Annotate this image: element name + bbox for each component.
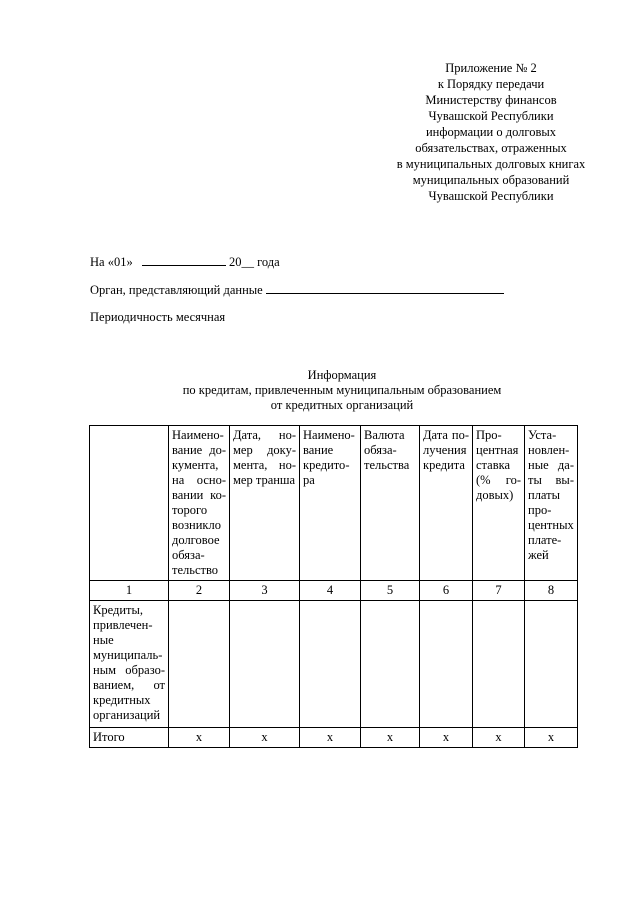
header-cell: Установленные даты выплаты процентных платежей [525, 426, 578, 581]
column-number: 7 [473, 581, 525, 601]
credits-row [90, 601, 578, 728]
total-cell: x [169, 728, 230, 748]
data-cell[interactable] [300, 601, 361, 728]
column-number: 2 [169, 581, 230, 601]
header-row [90, 426, 578, 581]
organ-blank[interactable] [266, 282, 504, 294]
column-number: 5 [361, 581, 420, 601]
column-number: 1 [90, 581, 169, 601]
document-title [120, 368, 564, 413]
data-cell[interactable] [361, 601, 420, 728]
total-cell: x [525, 728, 578, 748]
column-number: 3 [230, 581, 300, 601]
column-number-row [90, 581, 578, 601]
appendix-line: в муниципальных долговых книгах [396, 157, 586, 171]
appendix-line: к Порядку передачи [437, 77, 545, 91]
total-cell: x [361, 728, 420, 748]
date-blank[interactable] [142, 254, 226, 266]
column-number: 6 [420, 581, 473, 601]
appendix-line: Приложение № 2 [445, 61, 537, 75]
header-cell: Валюта обязательства [361, 426, 420, 581]
header-cell: Дата получения кредита [420, 426, 473, 581]
appendix-line: обязательствах, отраженных [415, 141, 567, 155]
total-label: Итого [90, 728, 169, 748]
date-line [90, 254, 280, 270]
title-line: Информация [307, 368, 377, 382]
total-cell: x [230, 728, 300, 748]
total-cell: x [420, 728, 473, 748]
row-label: Кредиты, привлеченные муниципальным образованием, от кредитных организаций [90, 601, 169, 728]
periodicity: Периодичность месячная [90, 310, 226, 324]
title-line: по кредитам, привлеченным муниципальным образованием [182, 383, 502, 397]
appendix-line: Чувашской Республики [428, 109, 554, 123]
date-prefix: На «01» [90, 255, 133, 269]
header-cell: Наименование кредитора [300, 426, 361, 581]
header-cell: Наименование документа, на основании которого возникло долговое обязательство [169, 426, 230, 581]
credits-table [89, 425, 578, 748]
appendix-block [380, 60, 602, 204]
data-cell[interactable] [473, 601, 525, 728]
total-row [90, 728, 578, 748]
appendix-line: Министерству финансов [425, 93, 557, 107]
column-number: 4 [300, 581, 361, 601]
header-cell [90, 426, 169, 581]
organ-label: Орган, представляющий данные [90, 283, 263, 297]
appendix-line: Чувашской Республики [428, 189, 554, 203]
data-cell[interactable] [525, 601, 578, 728]
date-year: 20__ года [228, 255, 280, 269]
data-cell[interactable] [230, 601, 300, 728]
header-cell: Процентная ставка (% годовых) [473, 426, 525, 581]
appendix-line: информации о долговых [425, 125, 557, 139]
header-cell: Дата, номер документа, номер транша [230, 426, 300, 581]
total-cell: x [300, 728, 361, 748]
data-cell[interactable] [169, 601, 230, 728]
title-line: от кредитных организаций [270, 398, 414, 412]
total-cell: x [473, 728, 525, 748]
appendix-line: муниципальных образований [412, 173, 570, 187]
data-cell[interactable] [420, 601, 473, 728]
organ-line [90, 282, 504, 298]
column-number: 8 [525, 581, 578, 601]
